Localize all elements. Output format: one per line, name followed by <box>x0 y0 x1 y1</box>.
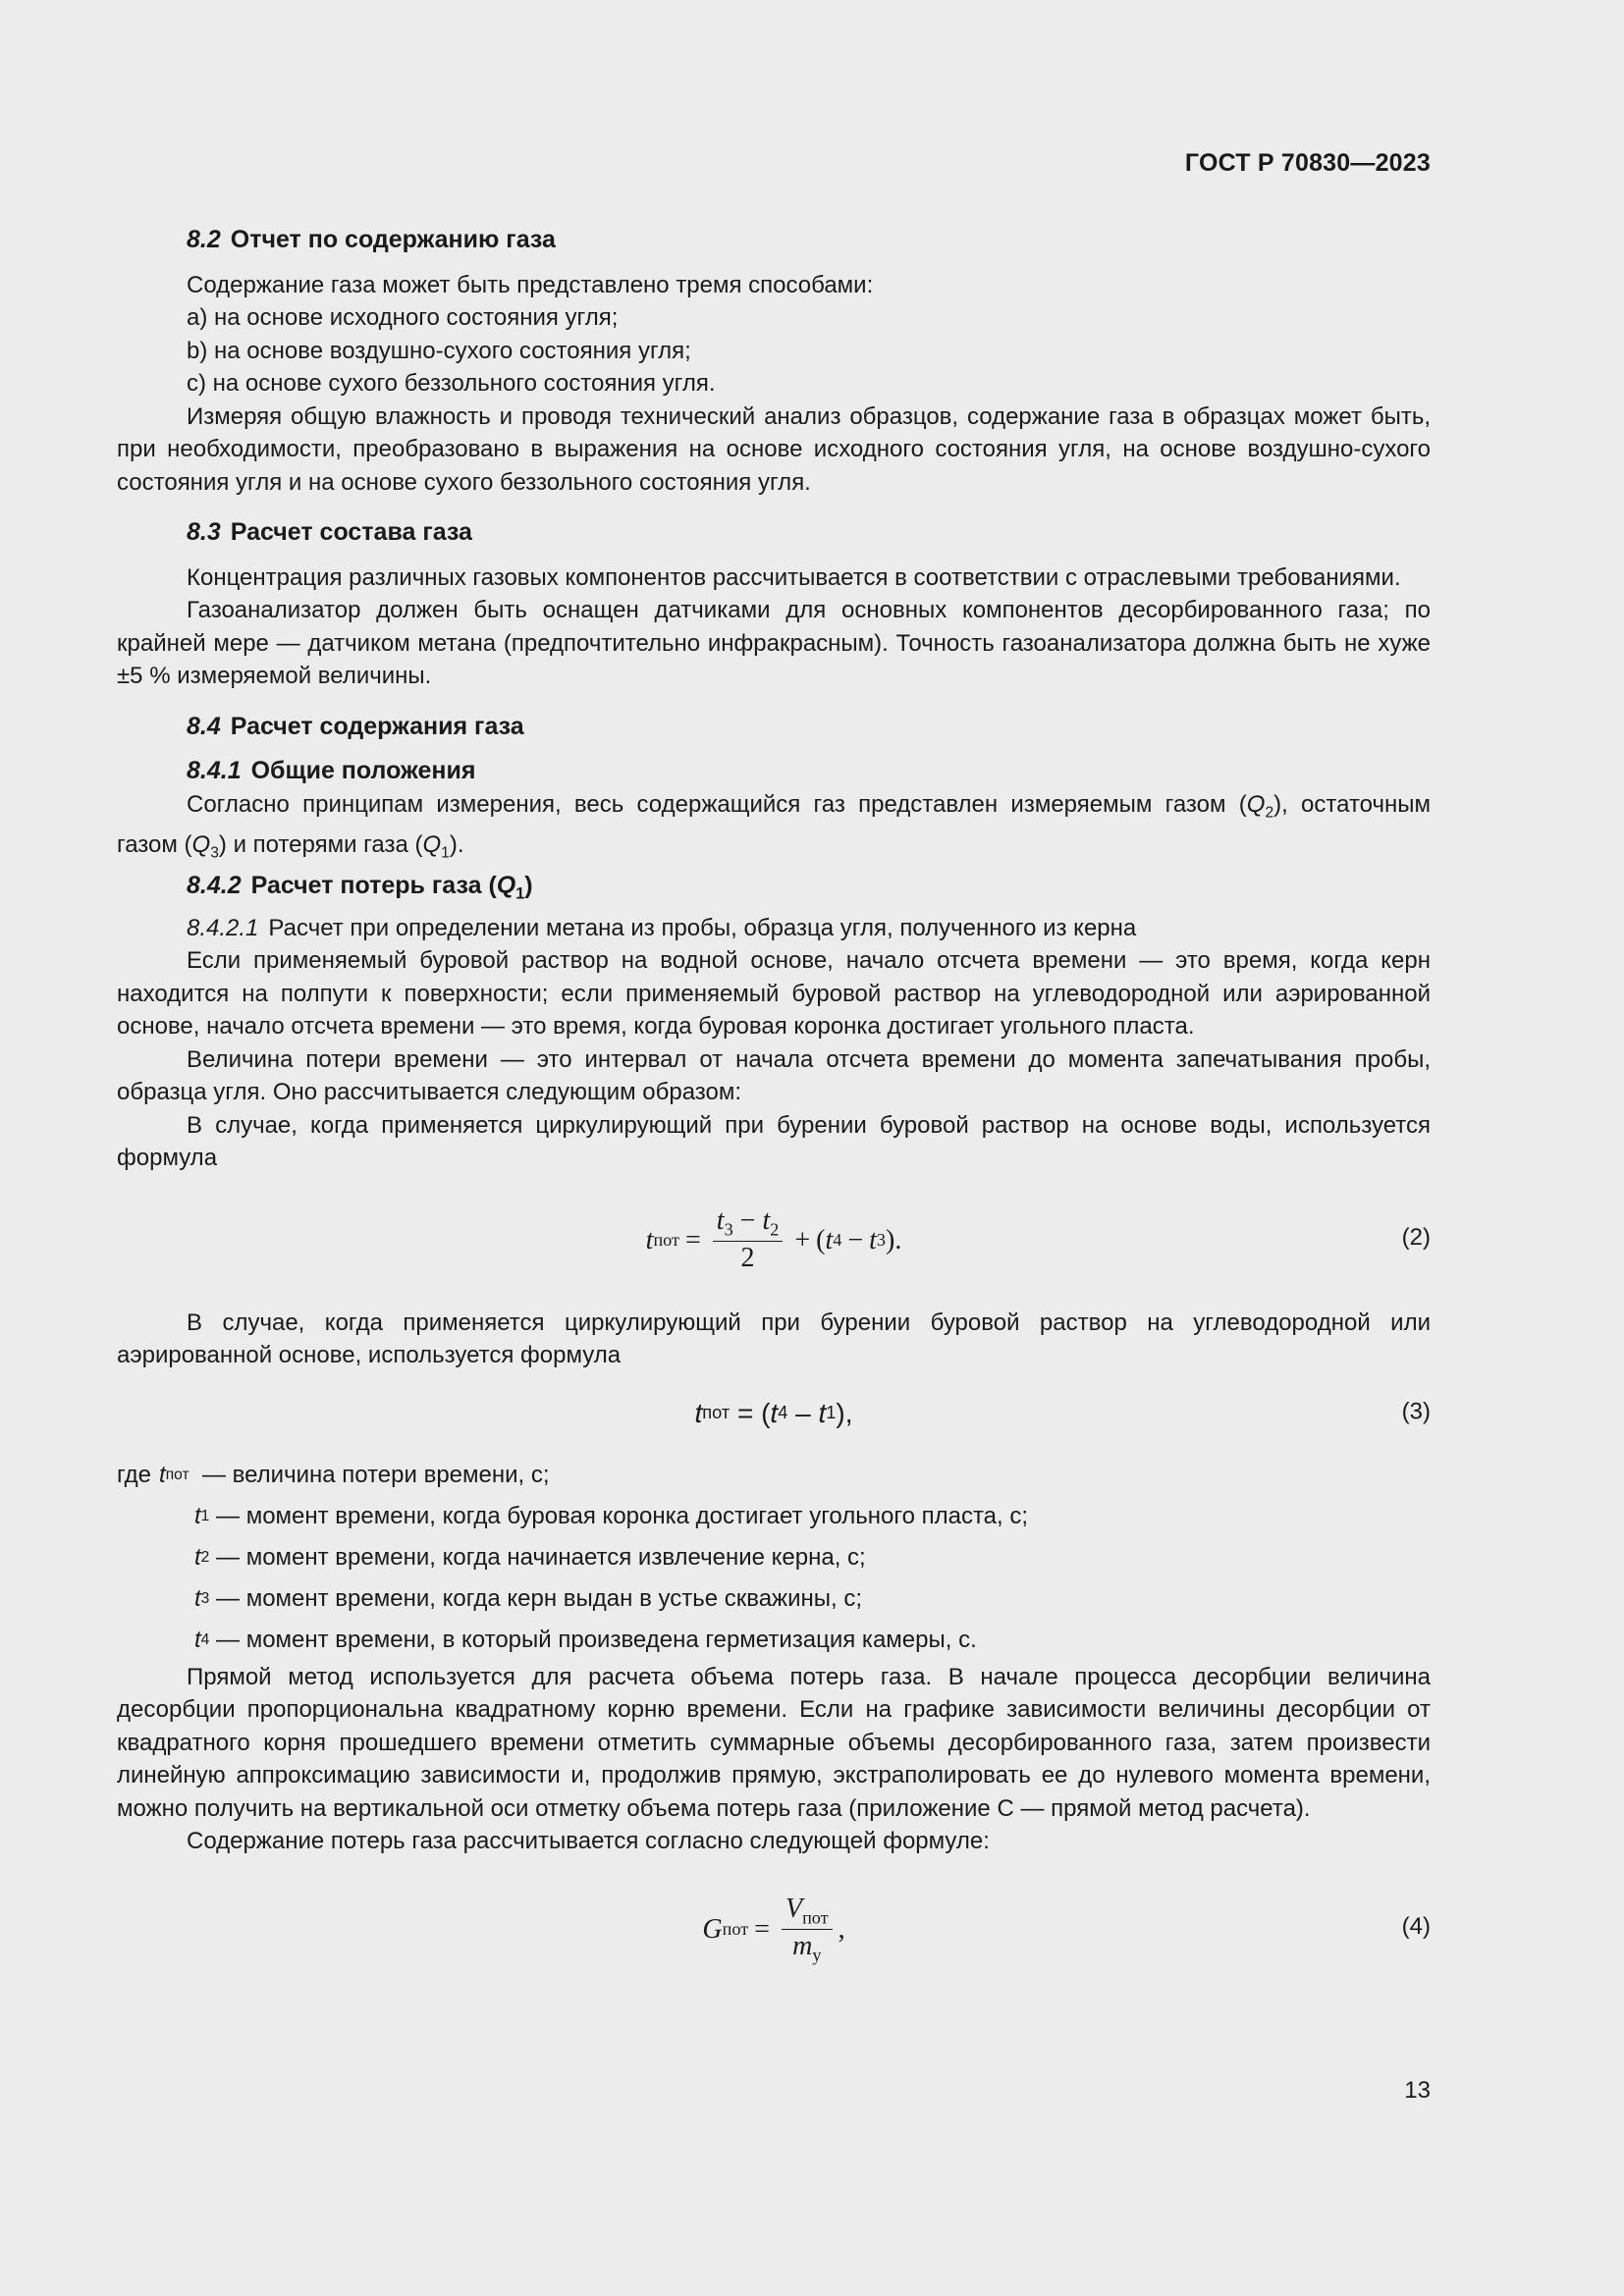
section-8-4-2-heading: 8.4.2 Расчет потерь газа $(Q_1)$ <box>187 872 533 904</box>
section-8-2-heading <box>117 224 1431 257</box>
paragraph: Если применяемый буровой раствор на водной основе, начало отсчета времени — это время, когда керн находится на полпути к поверхности; если применяемый буровой раствор на углеводородной или аэрированной основе, начало отсчета времени — это время, когда буровая коронка достигает угольного пласта. <box>117 947 1431 1041</box>
section-title: Отчет по содержанию газа <box>230 226 556 253</box>
list-item: c) на основе сухого беззольного состояния угля. <box>187 370 716 397</box>
definition-row: t 2 — момент времени, когда начинается извлечение керна, с; <box>194 1543 866 1571</box>
section-number: 8.4.2 <box>187 872 242 900</box>
equation-number: (2) <box>1401 1223 1431 1251</box>
paragraph: Измеряя общую влажность и проводя технический анализ образцов, содержание газа в образцах может быть, при необходимости, преобразовано в выражения на основе исходного состояния угля, на основе воздушно-сухого состояния угля и на основе сухого беззольного состояния угля. <box>117 402 1431 496</box>
section-title: Расчет состава газа <box>230 518 472 546</box>
formula-expression: G пот = $\frac{V_{пот}}{m_у}$ , <box>702 1893 845 1965</box>
paragraph: Величина потери времени — это интервал от начала отсчета времени до момента запечатывания пробы, образца угля. Оно рассчитывается следующим образом: <box>117 1045 1431 1106</box>
definition-row: t 1 — момент времени, когда буровая коронка достигает угольного пласта, с; <box>194 1502 1029 1529</box>
section-title: Расчет при определении метана из пробы, образца угля, полученного из керна <box>268 914 1137 941</box>
definition-row: t 4 — момент времени, в который произведена герметизация камеры, с. <box>194 1626 977 1653</box>
list-item: a) на основе исходного состояния угля; <box>187 304 619 331</box>
paragraph: Газоанализатор должен быть оснащен датчиками для основных компонентов десорбированного газа; по крайней мере — датчиком метана (предпочтительно инфракрасным). Точность газоанализатора должна быть не хуже ±5 % измеряемой величины. <box>117 597 1431 689</box>
equation-number: (4) <box>1401 1912 1431 1940</box>
paragraph: В случае, когда применяется циркулирующий при бурении буровой раствор на основе воды, используется формула <box>117 1111 1431 1172</box>
page-number: 13 <box>1404 2077 1431 2104</box>
section-number: 8.4.2.1 <box>187 914 259 941</box>
paragraph: Концентрация различных газовых компонентов рассчитывается в соответствии с отраслевыми требованиями. <box>187 563 1401 591</box>
subsection-8-4-2-1-heading <box>117 912 1431 945</box>
formula-4 <box>117 1872 1431 1988</box>
page-content <box>117 224 1431 1996</box>
formula-2 <box>117 1183 1431 1299</box>
formula-3 <box>117 1376 1431 1451</box>
section-title: Общие положения <box>250 757 476 784</box>
section-title: Расчет потерь газа ( <box>250 872 497 900</box>
section-number: 8.4.1 <box>187 757 242 784</box>
formula-expression: t пот = $\frac{t_3 - t_2}{2}$ + ( t 4 − t 3 ). <box>645 1205 902 1274</box>
list-item: b) на основе воздушно-сухого состояния угля; <box>187 337 691 364</box>
equation-number: (3) <box>1401 1398 1431 1425</box>
paragraph: Прямой метод используется для расчета объема потерь газа. В начале процесса десорбции величина десорбции пропорциональна квадратному корню времени. Если на графике зависимости величины десорбции от квадратного корня прошедшего времени отметить суммарные объемы десорбированного газа, затем произвести линейную аппроксимацию зависимости и, продолжив прямую, экстраполировать ее до нулевого момента времени, можно получить на вертикальной оси отметку объема потерь газа (приложение С — прямой метод расчета). <box>117 1663 1431 1822</box>
section-8-4-1-heading <box>117 755 1431 788</box>
paragraph: Содержание потерь газа рассчитывается согласно следующей формуле: <box>187 1828 990 1855</box>
section-8-3-heading <box>117 516 1431 550</box>
section-8-4-heading <box>117 711 1431 744</box>
section-number: 8.3 <box>187 518 221 546</box>
section-number: 8.2 <box>187 226 221 253</box>
paragraph: В случае, когда применяется циркулирующий при бурении буровой раствор на углеводородной или аэрированной основе, используется формула <box>117 1308 1431 1369</box>
document-id: ГОСТ Р 70830—2023 <box>1184 149 1431 177</box>
fraction: $\frac{t_3 - t_2}{2}$ <box>713 1206 784 1274</box>
section-title: Расчет содержания газа <box>230 712 524 740</box>
definition-row: где t пот — величина потери времени, с; <box>117 1461 550 1488</box>
symbol-definitions <box>117 1455 1431 1661</box>
paragraph: Согласно принципам измерения, весь содержащийся газ представлен измеряемым газом $(Q_2)$, остаточным газом $(Q_3)$ и потерями газа $(Q_1)$. <box>117 790 1431 862</box>
paragraph: Содержание газа может быть представлено тремя способами: <box>187 271 874 298</box>
formula-expression: t пот = ( t 4 – t 1 ), <box>694 1397 853 1428</box>
definition-row: t 3 — момент времени, когда керн выдан в устье скважины, с; <box>194 1584 863 1612</box>
fraction: $\frac{V_{пот}}{m_у}$ <box>782 1895 833 1965</box>
section-number: 8.4 <box>187 712 221 740</box>
